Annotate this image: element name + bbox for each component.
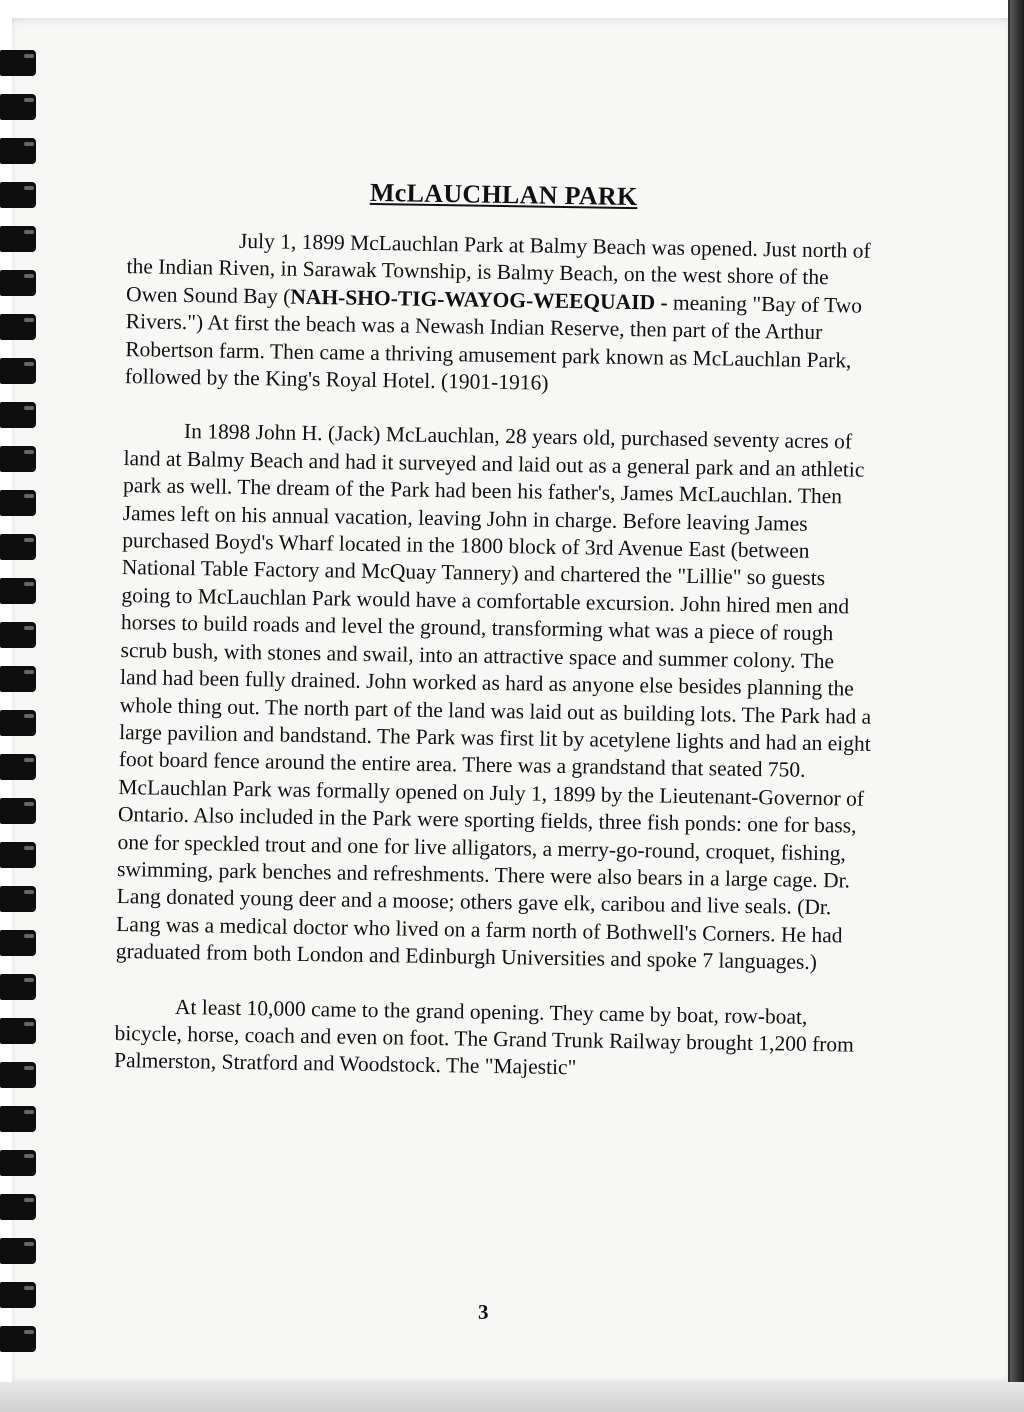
binding-ring — [0, 182, 36, 208]
paragraph-1-bold-name: NAH-SHO-TIG-WAYOG-WEEQUAID - — [290, 284, 668, 315]
binding-ring — [0, 270, 36, 296]
binding-ring — [0, 1106, 36, 1132]
binding-ring — [0, 314, 36, 340]
binding-ring — [0, 1282, 36, 1308]
binding-ring — [0, 842, 36, 868]
binding-ring — [0, 50, 36, 76]
binding-ring — [0, 402, 36, 428]
page-bottom-edge — [0, 1382, 1024, 1412]
scan-border — [1010, 0, 1024, 1412]
binding-ring — [0, 798, 36, 824]
binding-ring — [0, 1150, 36, 1176]
binding-ring — [0, 622, 36, 648]
binding-ring — [0, 930, 36, 956]
spiral-binding — [0, 20, 40, 1390]
binding-ring — [0, 1326, 36, 1352]
binding-ring — [0, 446, 36, 472]
binding-ring — [0, 974, 36, 1000]
paragraph-3: At least 10,000 came to the grand opening. They came by boat, row-boat, bicycle, horse, coach and even on foot. The Grand Trunk Railway brought 1,200 from Palmerston, Stratford and Woodstock. The "Majestic" — [113, 994, 855, 1080]
binding-ring — [0, 358, 36, 384]
binding-ring — [0, 666, 36, 692]
document-body — [113, 174, 879, 1113]
paragraph-2: In 1898 John H. (Jack) McLauchlan, 28 years old, purchased seventy acres of land at Balmy Beach and had it surveyed and laid out as a general park and an athletic park as well. The dream of the Park had been his father's, James McLauchlan. Then James left on his annual vacation, leaving John in charge. Before leaving James purchased Boyd's Wharf located in the 1800 block of 3rd Avenue East (between National Table Factory and McQuay Tannery) and chartered the "Lillie" so guests going to McLauchlan Park would have a comfortable excursion. John hired men and horses to build roads and level the ground, transforming what was a piece of rough scrub bush, with stones and swail, into an attractive space and summer colony. The land had been fully drained. John worked as hard as anyone else besides planning the whole thing out. The north part of the land was laid out as building lots. The Park had a large pavilion and bandstand. The Park was first lit by acetylene lights and had an eight foot board fence around the entire area. There was a grandstand that seated 750. McLauchlan Park was formally opened on July 1, 1899 by the Lieutenant-Governor of Ontario. Also included in the Park were sporting fields, three fish ponds: one for bass, one for speckled trout and one for live alligators, a merry-go-round, croquet, fishing, swimming, park benches and refreshments. There were also bears in a large cage. Dr. Lang donated young deer and a moose; others gave elk, caribou and live seals. (Dr. Lang was a medical doctor who lived on a farm north of Bothwell's Corners. He had graduated from both London and Edinburgh Universities and spoke 7 languages.) — [115, 419, 872, 975]
binding-ring — [0, 1018, 36, 1044]
binding-ring — [0, 226, 36, 252]
page-title: McLAUCHLAN PARK — [369, 177, 638, 212]
binding-ring — [0, 534, 36, 560]
binding-ring — [0, 578, 36, 604]
binding-ring — [0, 94, 36, 120]
binding-ring — [0, 1062, 36, 1088]
binding-ring — [0, 138, 36, 164]
paragraph-1-text-end: meaning "Bay of Two Rivers.") At first the beach was a Newash Indian Reserve, then part of the Arthur Robertson farm. Then came a thriving amusement park known as McLauchlan Park, followed by the King's Royal Hotel. (1901-1916) — [124, 290, 863, 395]
paragraph-1-text: July 1, 1899 McLauchlan Park at Balmy Beach was opened. Just north of the Indian Riven, in Sarawak Township, is Balmy Beach, on the west shore of the Owen Sound Bay ( — [125, 228, 871, 309]
binding-ring — [0, 1194, 36, 1220]
page-number: 3 — [478, 1300, 489, 1324]
binding-ring — [0, 490, 36, 516]
paragraph-1 — [125, 226, 879, 402]
binding-ring — [0, 754, 36, 780]
binding-ring — [0, 1238, 36, 1264]
binding-ring — [0, 886, 36, 912]
binding-ring — [0, 710, 36, 736]
